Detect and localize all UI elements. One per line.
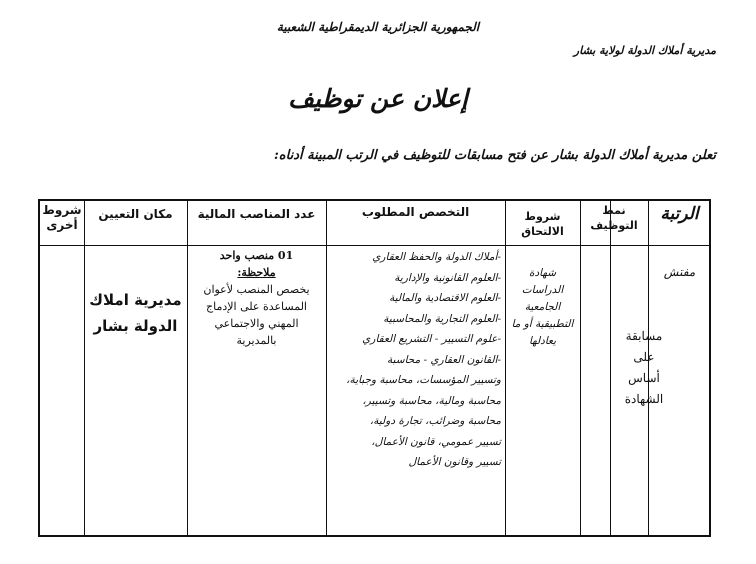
- recruitment-table: [38, 199, 711, 537]
- page-title: إعلان عن توظيف: [288, 84, 468, 113]
- header-specialty: التخصص المطلوب: [361, 205, 470, 219]
- workplace-cell: مديرية املاك الدولة بشار: [89, 291, 182, 335]
- header-workplace: مكان التعيين: [98, 207, 173, 221]
- access-cell: شهادة الدراسات الجامعية التطبيقية أو ما يعادلها: [511, 267, 574, 347]
- header-recruitment-mode: نمط التوظيف: [590, 204, 638, 232]
- header-other-conditions: شروط أخرى: [42, 203, 82, 232]
- header-rank: الرتبة: [660, 204, 699, 224]
- header-posts: عدد المناصب المالية: [197, 207, 316, 221]
- intro-paragraph: تعلن مديرية أملاك الدولة بشار عن فتح مسابقات للتوظيف في الرتب المبينة أدناه:: [274, 148, 716, 163]
- republic-header: الجمهورية الجزائرية الديمقراطية الشعبية: [276, 20, 480, 34]
- posts-cell: 01 منصب واحد ملاحظة: يخصص المنصب لأعوان المساعدة على الإدماج المهني والاجتماعي بالمديرية: [203, 249, 310, 347]
- specialty-cell: -أملاك الدولة والحفظ العقاري -العلوم القانونية والإدارية -العلوم الاقتصادية والمالية -العلوم التجارية والمحاسبية -علوم التسيير - التشريع العقاري -القانون العقاري - محاسبة وتسيير المؤسسات، محاسبة وجباية، محاسبة ومالية، محاسبة وتسيير، محاسبة وضرائب، تجارة دولية، تسيير عمومي، قانون الأعمال، تسيير وقانون الأعمال: [346, 251, 501, 468]
- directorate-line: مديرية أملاك الدولة لولاية بشار: [573, 44, 716, 57]
- mode-cell: مسابقة على أساس الشهادة: [624, 329, 664, 406]
- header-access: شروط الالتحاق: [521, 210, 564, 238]
- rank-cell: مفتش: [663, 265, 696, 279]
